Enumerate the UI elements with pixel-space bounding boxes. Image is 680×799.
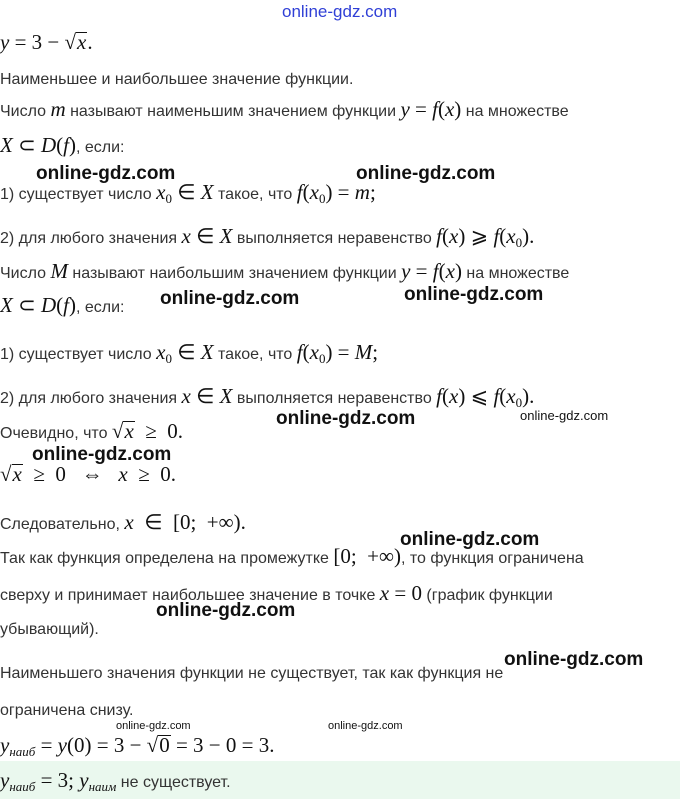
bounded-line-1: Так как функция определена на промежутке [0; +∞), то функция ограничена	[0, 544, 584, 568]
watermark: online-gdz.com	[356, 163, 496, 184]
domain-line: Следовательно, x ∈ [0; +∞).	[0, 510, 246, 534]
min-set-line: X ⊂ D(f), если:	[0, 133, 125, 157]
watermark: online-gdz.com	[400, 529, 540, 550]
watermark: online-gdz.com	[276, 408, 416, 429]
watermark: online-gdz.com	[504, 649, 644, 670]
watermark: online-gdz.com	[156, 600, 296, 621]
section-heading: Наименьшее и наибольшее значение функции.	[0, 71, 354, 88]
max-condition-2: 2) для любого значения x ∈ X выполняется неравенство f(x) ⩽ $f(x_0)$.	[0, 384, 535, 410]
no-min-line-1: Наименьшего значения функции не существует, так как функция не	[0, 665, 504, 682]
watermark: online-gdz.com	[404, 284, 544, 305]
watermark: online-gdz.com	[32, 444, 172, 465]
max-set-line: X ⊂ D(f), если:	[0, 293, 125, 317]
max-value-formula: $y_{наиб} = y(0) = 3 - √0 = 3 - 0 = 3$.	[0, 733, 275, 759]
bounded-line-2: сверху и принимает наибольшее значение в точке x = 0 (график функции	[0, 581, 553, 605]
min-definition-line: Число m называют наименьшим значением функции y = f(x) на множестве	[0, 97, 569, 121]
function-formula: y = 3 − √x.	[0, 30, 93, 54]
watermark: online-gdz.com	[520, 408, 609, 423]
equivalence-line: √x ≥ 0 ⇔ x ≥ 0.	[0, 462, 176, 486]
no-min-line-2: ограничена снизу.	[0, 702, 134, 719]
watermark: online-gdz.com	[160, 288, 300, 309]
header-watermark: online-gdz.com	[282, 2, 398, 21]
watermark: online-gdz.com	[36, 163, 176, 184]
answer-line: $y_{наиб} = 3$; $y_{наим}$ не существует.	[0, 768, 231, 794]
min-condition-1: 1) существует число $x_0$ ∈ X такое, что $f(x_0) = m$;	[0, 180, 376, 206]
max-condition-1: 1) существует число $x_0$ ∈ X такое, что $f(x_0) = M$;	[0, 340, 379, 366]
obviously-line: Очевидно, что √x ≥ 0.	[0, 419, 184, 443]
watermark: online-gdz.com	[116, 720, 191, 732]
watermark: online-gdz.com	[328, 720, 403, 732]
min-condition-2: 2) для любого значения x ∈ X выполняется неравенство f(x) ⩾ $f(x_0)$.	[0, 224, 535, 250]
max-definition-line: Число M называют наибольшим значением функции y = f(x) на множестве	[0, 259, 570, 283]
bounded-line-3: убывающий).	[0, 621, 99, 638]
